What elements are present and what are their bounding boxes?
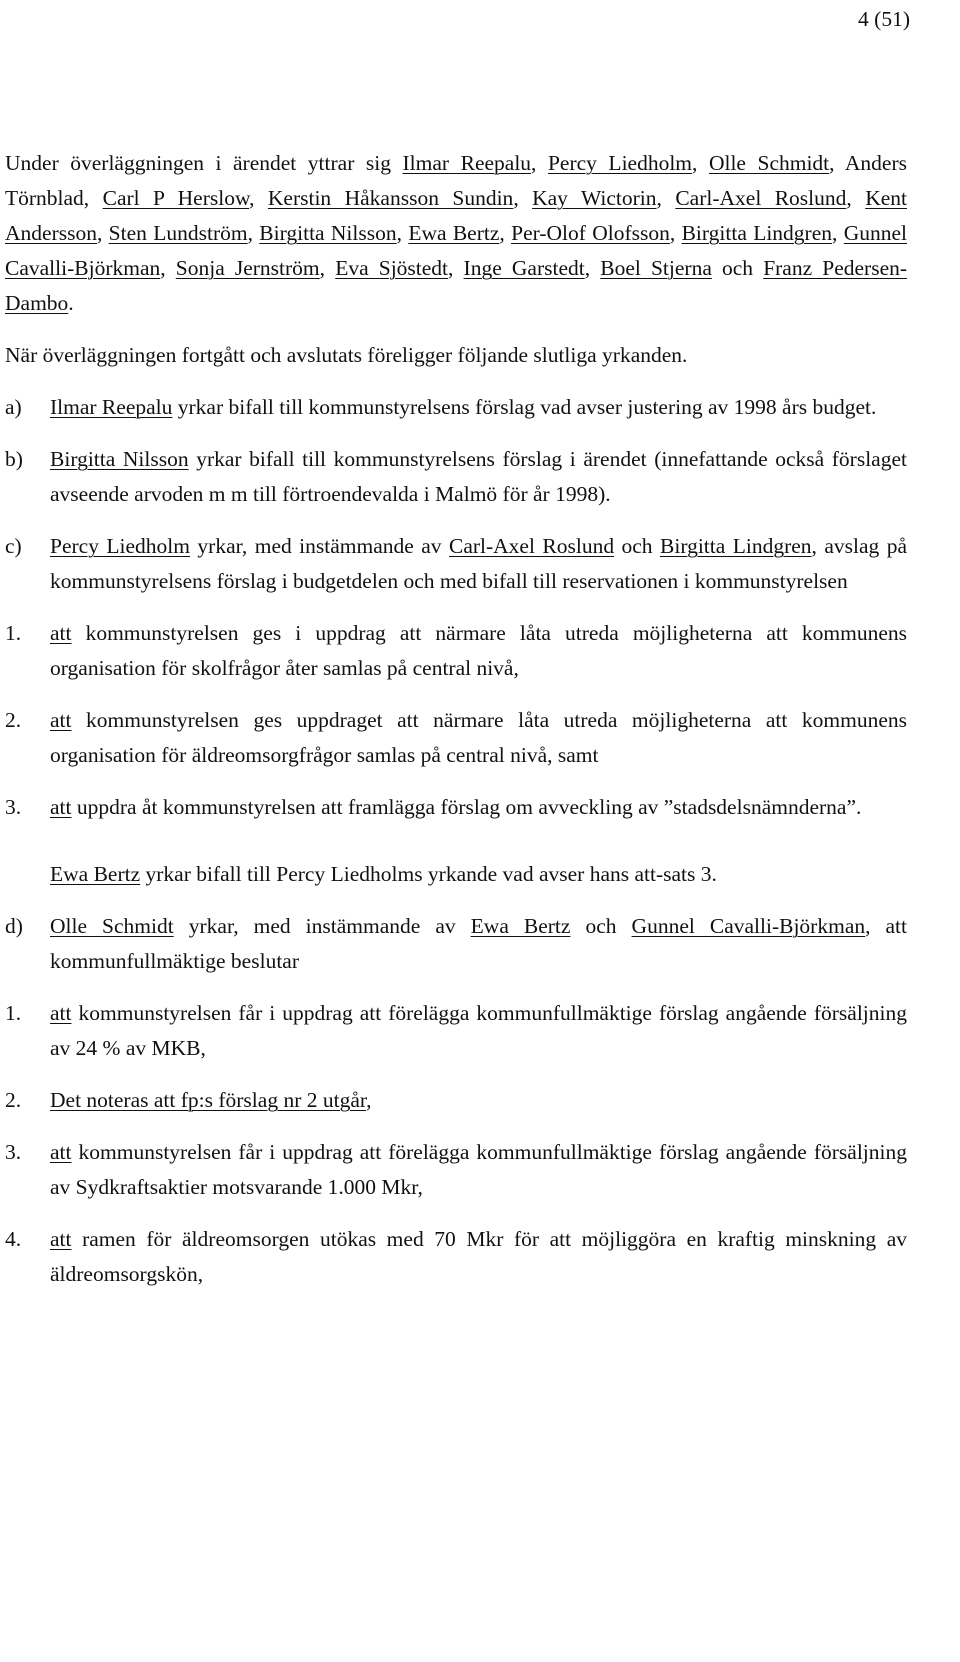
closing-sentence: När överläggningen fortgått och avslutats föreligger följande slutliga yrkanden.: [5, 343, 688, 367]
item-text: ramen för äldreomsorgen utökas med 70 Mkr för att möjliggöra en kraftig minskning av äldreomsorgskön,: [50, 1227, 907, 1286]
motion-c-item-3: [5, 790, 907, 825]
motion-text: yrkar bifall till kommunstyrelsens förslag vad avser justering av 1998 års budget.: [172, 395, 877, 419]
motion-marker: d): [5, 914, 23, 938]
speaker-name: Birgitta Nilsson: [259, 221, 397, 245]
page-number: 4 (51): [858, 7, 910, 31]
att-keyword: att: [50, 1001, 72, 1025]
att-keyword: att: [50, 795, 72, 819]
motion-d-item-2: [5, 1083, 907, 1118]
speaker-name: Inge Garstedt: [463, 256, 585, 280]
supporter-name: Gunnel Cavalli-Björkman: [631, 914, 866, 938]
speaker-name: Carl P Herslow: [102, 186, 250, 210]
item-number: 3.: [5, 1140, 22, 1164]
motion-text: yrkar bifall till kommunstyrelsens förslag i ärendet (innefattande också förslaget avseende arvoden m m till förtroendevalda i Malmö för år 1998).: [50, 447, 907, 506]
item-number: 1.: [5, 621, 22, 645]
item-text: kommunstyrelsen ges uppdraget att närmare låta utreda möjligheterna att kommunens organisation för äldreomsorgfrågor samlas på central nivå, samt: [50, 708, 907, 767]
motion-author: Percy Liedholm: [50, 534, 190, 558]
supporter-name: Birgitta Lindgren: [660, 534, 812, 558]
motion-author: Ilmar Reepalu: [50, 395, 173, 419]
item-text: kommunstyrelsen ges i uppdrag att närmare låta utreda möjligheterna att kommunens organisation för skolfrågor åter samlas på central nivå,: [50, 621, 907, 680]
speaker-name: Sonja Jernström: [175, 256, 320, 280]
motion-b: [5, 442, 907, 512]
motion-marker: a): [5, 395, 22, 419]
speaker-name: Ilmar Reepalu: [402, 151, 532, 175]
item-text: kommunstyrelsen får i uppdrag att förelägga kommunfullmäktige förslag angående försäljning av 24 % av MKB,: [50, 1001, 907, 1060]
motion-c-item-2: [5, 703, 907, 773]
motion-d: d) Olle Schmidt yrkar, med instämmande av Ewa Bertz och Gunnel Cavalli-Björkman, att kommunfullmäktige beslutar: [5, 909, 907, 979]
motion-d-item-1: [5, 996, 907, 1066]
speaker-name: Kent Andersson: [5, 186, 907, 245]
speaker-name: Ewa Bertz: [408, 221, 500, 245]
speaker-name: Boel Stjerna: [600, 256, 712, 280]
motion-c: c) Percy Liedholm yrkar, med instämmande av Carl-Axel Roslund och Birgitta Lindgren, avslag på kommunstyrelsens förslag i budgetdelen och med bifall till reservationen i kommunstyrelsen: [5, 529, 907, 599]
speaker-name: Olle Schmidt: [708, 151, 830, 175]
motion-a: [5, 390, 907, 425]
motion-marker: b): [5, 447, 23, 471]
item-number: 4.: [5, 1227, 22, 1251]
supporter-name: Carl-Axel Roslund: [448, 534, 615, 558]
speaker-name: Percy Liedholm: [547, 151, 693, 175]
motion-marker: c): [5, 534, 22, 558]
speaker-name: Kerstin Håkansson Sundin: [267, 186, 514, 210]
att-keyword: att: [50, 621, 72, 645]
item-text: uppdra åt kommunstyrelsen att framlägga förslag om avveckling av ”stadsdelsnämnderna”.: [71, 795, 862, 819]
att-keyword: att: [50, 1227, 72, 1251]
item-number: 2.: [5, 1088, 22, 1112]
att-keyword: att: [50, 708, 72, 732]
speaker-name: Per-Olof Olofsson: [511, 221, 670, 245]
motion-author: Olle Schmidt: [50, 914, 174, 938]
att-keyword: att: [50, 1140, 72, 1164]
speaker-name: Gunnel Cavalli-Björkman: [5, 221, 908, 280]
motion-d-item-3: [5, 1135, 907, 1205]
speaker-name: Sten Lundström: [108, 221, 248, 245]
motion-c-item-1: [5, 616, 907, 686]
item-note: Det noteras att fp:s förslag nr 2 utgår: [50, 1088, 367, 1112]
item-text: ,: [366, 1088, 372, 1112]
motion-author: Birgitta Nilsson: [50, 447, 189, 471]
motion-d-item-4: [5, 1222, 907, 1292]
motion-c-note: Ewa Bertz yrkar bifall till Percy Liedholms yrkande vad avser hans att-sats 3.: [50, 862, 717, 886]
item-number: 2.: [5, 708, 22, 732]
speaker-name: Eva Sjöstedt: [335, 256, 449, 280]
speaker-name: Franz Pedersen-Dambo: [5, 256, 908, 315]
speaker-name: Kay Wictorin: [532, 186, 657, 210]
item-number: 3.: [5, 795, 22, 819]
intro-paragraph: Under överläggningen i ärendet yttrar sig Ilmar Reepalu, Percy Liedholm, Olle Schmidt, Anders Törnblad, Carl P Herslow, Kerstin Håkansson Sundin, Kay Wictorin, Carl-Axel Roslund, Kent Andersson, Sten Lundström, Birgitta Nilsson, Ewa Bertz, Per-Olof Olofsson, Birgitta Lindgren, Gunnel Cavalli-Björkman, Sonja Jernström, Eva Sjöstedt, Inge Garstedt, Boel Stjerna och Franz Pedersen-Dambo.: [5, 151, 908, 315]
item-text: kommunstyrelsen får i uppdrag att förelägga kommunfullmäktige förslag angående försäljning av Sydkraftsaktier motsvarande 1.000 Mkr,: [50, 1140, 907, 1199]
supporter-name: Ewa Bertz: [50, 862, 141, 886]
supporter-name: Ewa Bertz: [470, 914, 571, 938]
speaker-name: Birgitta Lindgren: [681, 221, 833, 245]
document-body: [5, 146, 907, 1292]
item-number: 1.: [5, 1001, 22, 1025]
speaker-name: Carl-Axel Roslund: [675, 186, 847, 210]
